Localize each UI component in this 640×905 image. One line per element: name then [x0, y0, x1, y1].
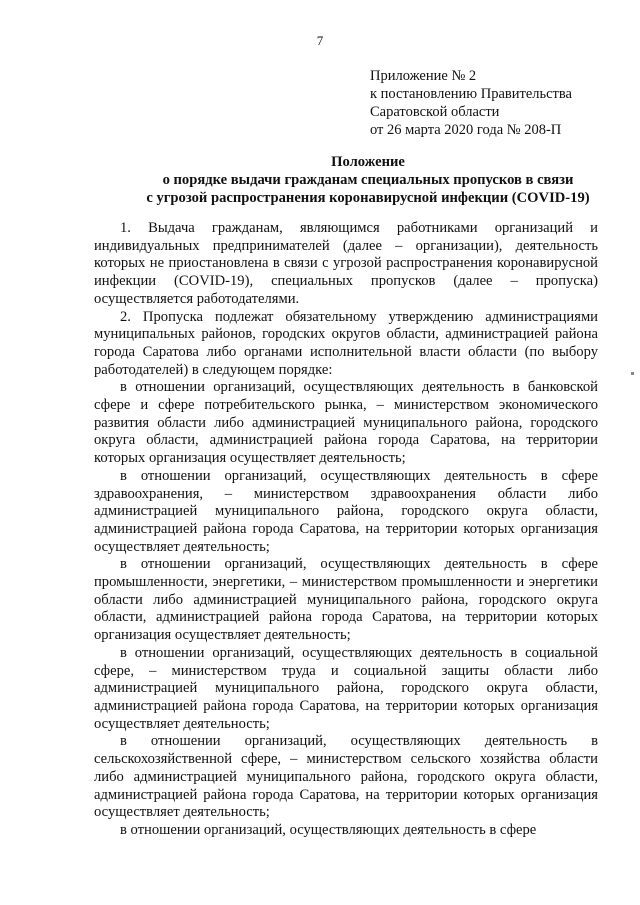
paragraph: в отношении организаций, осуществляющих деятельность в социальной сфере, – министерством труда и социальной защиты области либо администрацией муниципального района, городского округа области, администрацией района города Саратова, на территории которых организация осуществляет деятельность; [94, 644, 598, 732]
appendix-line: от 26 марта 2020 года № 208-П [370, 122, 562, 138]
paragraph: в отношении организаций, осуществляющих деятельность в сфере здравоохранения, – министерством здравоохранения области либо администрацией муниципального района, городского округа области, администрацией района города Саратова, на территории которых организация осуществляет деятельность; [94, 467, 598, 555]
appendix-line: Приложение № 2 [370, 68, 477, 84]
scan-speck [631, 372, 634, 375]
appendix-line: Саратовской области [370, 104, 500, 120]
paragraph: в отношении организаций, осуществляющих деятельность в банковской сфере и сфере потребительского рынка, – министерством экономического развития области либо администрацией муниципального района, городского округа области, администрацией района города Саратова, на территории которых организация осуществляет деятельность; [94, 379, 598, 467]
paragraph: в отношении организаций, осуществляющих деятельность в сфере [120, 821, 537, 838]
page-number: 7 [316, 33, 324, 48]
appendix-line: к постановлению Правительства [370, 86, 572, 102]
title-line: о порядке выдачи гражданам специальных пропусков в связи [162, 172, 574, 188]
paragraph: в отношении организаций, осуществляющих деятельность в сельскохозяйственной сфере, – министерством сельского хозяйства области либо администрацией муниципального района, городского округа области, администрацией района города Саратова, на территории которых организация осуществляет деятельность; [94, 733, 598, 821]
document-title [94, 153, 640, 207]
title-line: с угрозой распространения коронавирусной инфекции (COVID-19) [146, 190, 590, 206]
document-body [94, 220, 598, 840]
paragraph: 2. Пропуска подлежат обязательному утверждению администрациями муниципальных районов, городских округов области, администрацией района города Саратова либо органами исполнительной власти области (по выбору работодателей) в следующем порядке: [94, 308, 598, 378]
paragraph: в отношении организаций, осуществляющих деятельность в сфере промышленности, энергетики, – министерством промышленности и энергетики области либо администрацией муниципального района, городского округа области, администрацией района города Саратова, на территории которых организация осуществляет деятельность; [94, 556, 598, 644]
title-line: Положение [331, 154, 405, 170]
paragraph: 1. Выдача гражданам, являющимся работниками организаций и индивидуальных предпринимателей (далее – организации), деятельность которых не приостановлена в связи с угрозой распространения коронавирусной инфекции (COVID-19), специальных пропусков (далее – пропуска) осуществляется работодателями. [94, 220, 598, 307]
appendix-header [370, 67, 572, 139]
